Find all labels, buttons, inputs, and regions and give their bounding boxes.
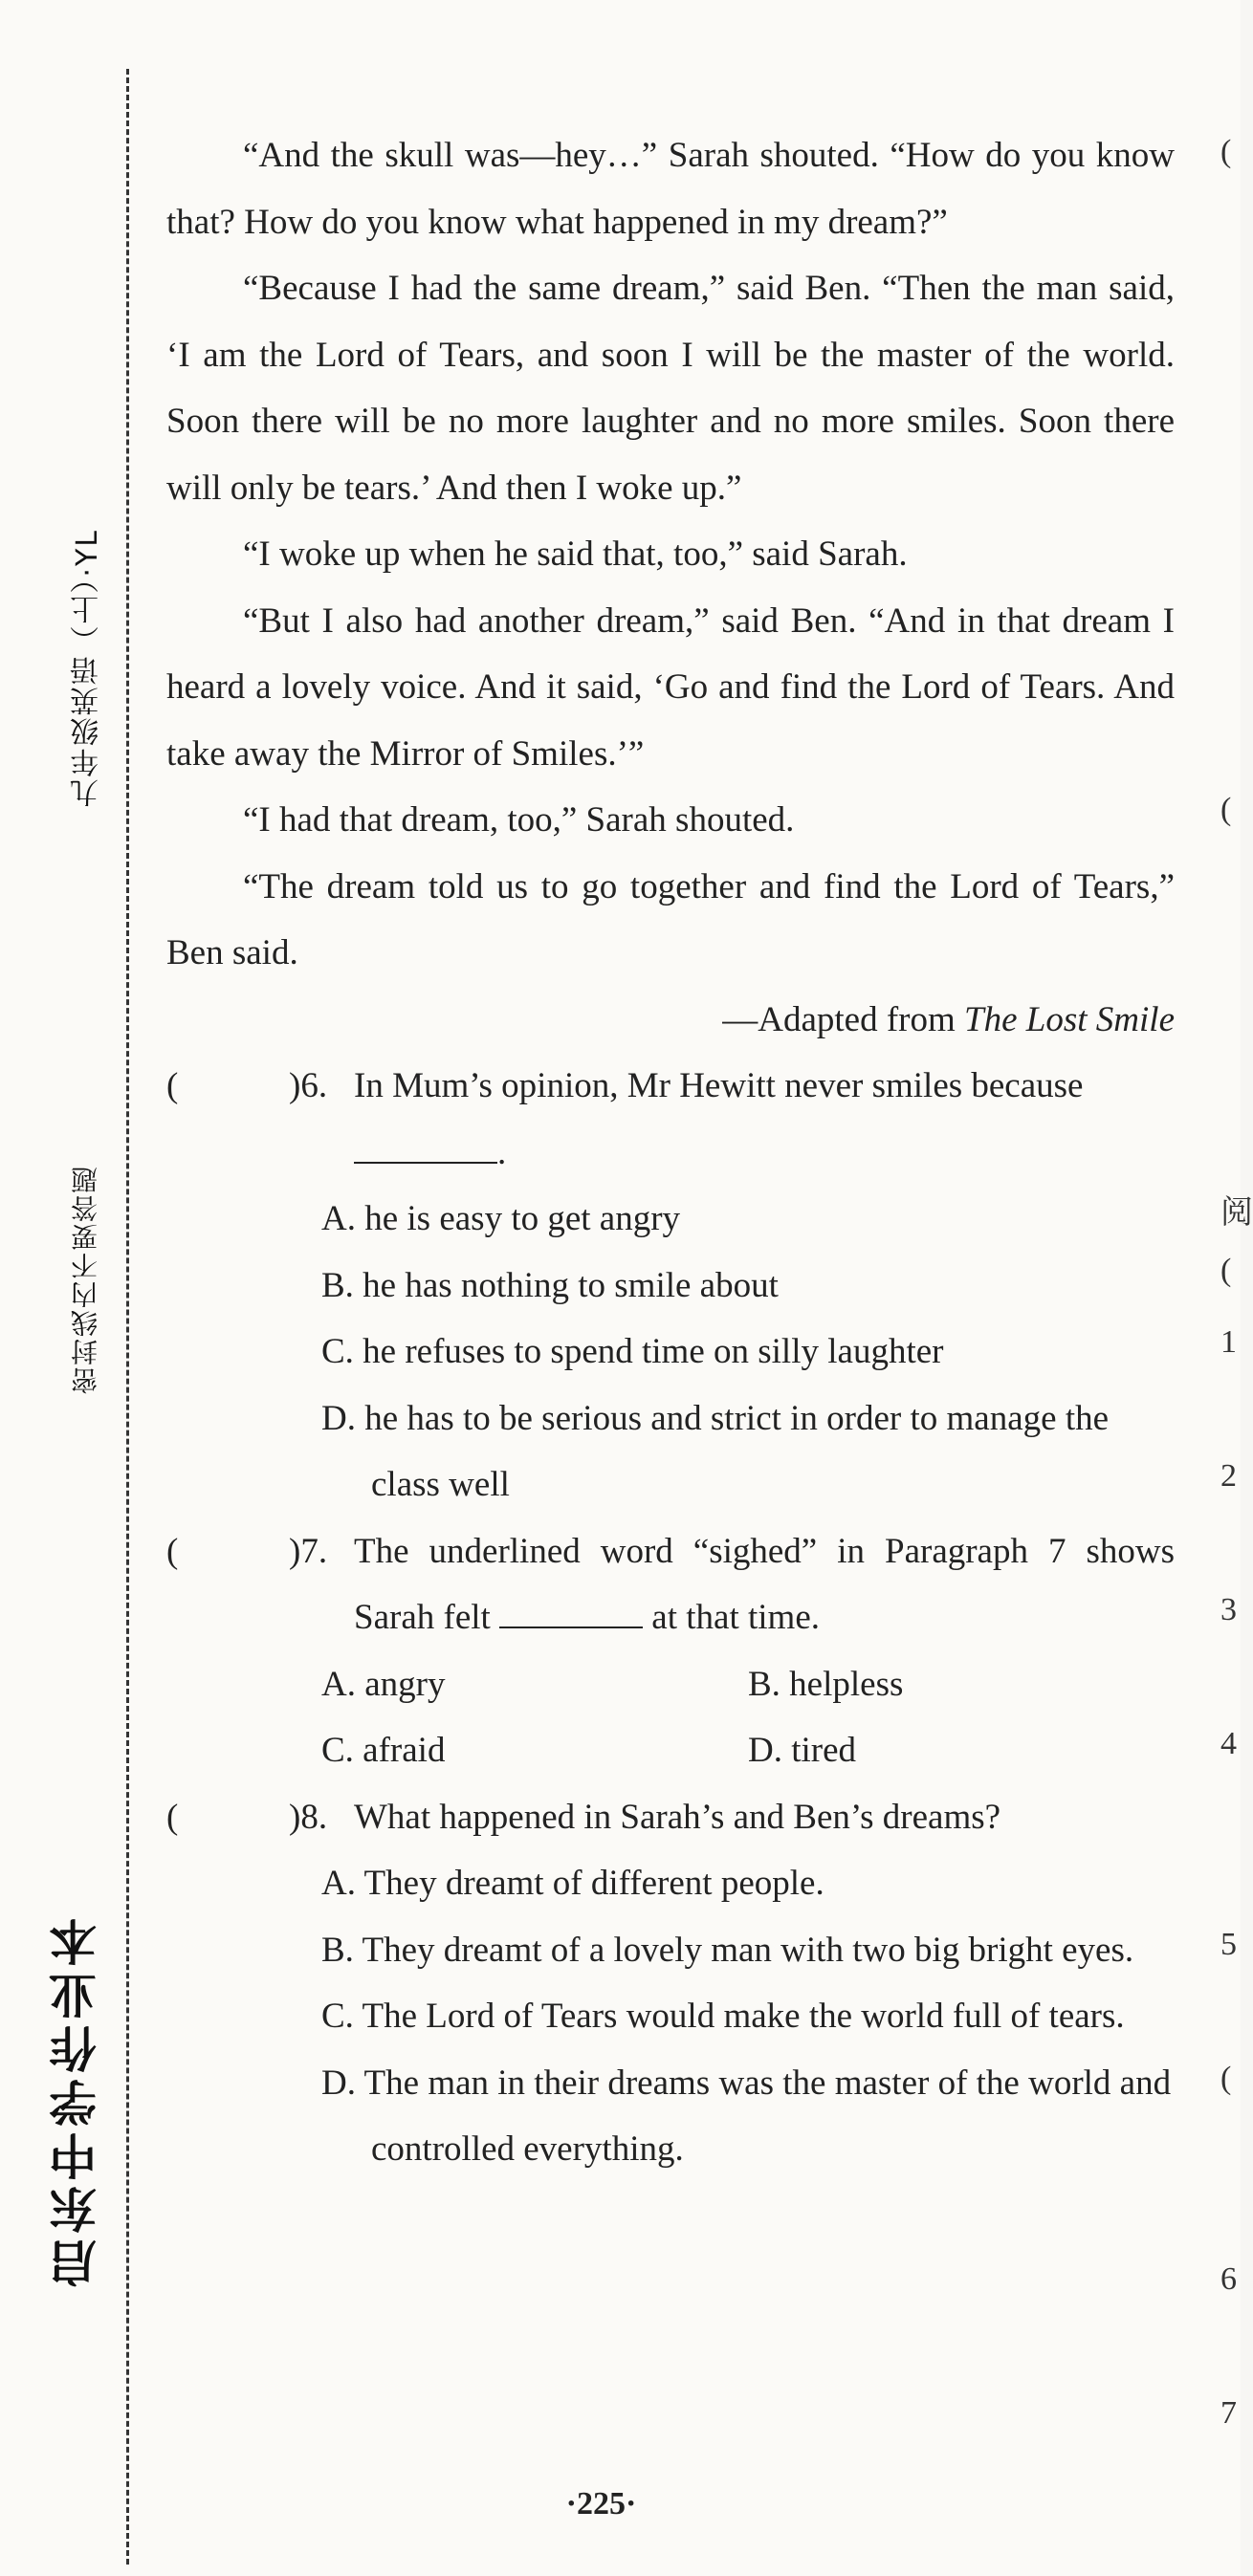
question-stem: In Mum’s opinion, Mr Hewitt never smiles because . <box>354 1066 1084 1172</box>
passage-source: —Adapted from The Lost Smile <box>722 999 1175 1039</box>
option-c[interactable]: C. he refuses to spend time on silly laughter <box>321 1332 944 1371</box>
option-d[interactable]: D. The man in their dreams was the master of the world and controlled everything. <box>321 2063 1172 2169</box>
option-row <box>321 1651 1175 1718</box>
next-page-edge-text: 4 <box>1220 1726 1237 1761</box>
answer-bracket[interactable]: ( <box>166 1066 179 1105</box>
next-page-edge-text: 阅 <box>1220 1195 1253 1231</box>
question-number: )8. <box>289 1797 328 1837</box>
school-title: 启东中学作业本 <box>42 1903 111 2297</box>
option-d[interactable]: D. tired <box>748 1731 857 1770</box>
passage-paragraph: “And the skull was—hey…” Sarah shouted. “How do you know that? How do you know what happened in my dream?” <box>166 136 1175 242</box>
page-number: ·225· <box>565 2486 637 2521</box>
seal-notice: 密封线内不要答题 <box>67 1157 105 1402</box>
next-page-edge-text: 1 <box>1220 1324 1237 1360</box>
question-8 <box>166 1784 1175 1851</box>
answer-blank[interactable] <box>354 1133 497 1164</box>
source-title: The Lost Smile <box>964 999 1175 1039</box>
option-b[interactable]: B. he has nothing to smile about <box>321 1265 779 1305</box>
next-page-edge-text: ( <box>1220 134 1232 169</box>
passage-paragraph: “The dream told us to go together and find the Lord of Tears,” Ben said. <box>166 866 1175 972</box>
next-page-edge-text: 7 <box>1220 2395 1237 2431</box>
option-b[interactable]: B. helpless <box>748 1664 904 1704</box>
seal-cut-line <box>126 69 129 2565</box>
passage-paragraph: “But I also had another dream,” said Ben. “And in that dream I heard a lovely voice. And it said, ‘Go and find the Lord of Tears. And take away the Mirror of Smiles.’” <box>166 600 1175 774</box>
next-page-edge-text: 6 <box>1220 2261 1237 2297</box>
option-a[interactable]: A. They dreamt of different people. <box>321 1864 824 1903</box>
option-a[interactable]: A. angry <box>321 1664 446 1704</box>
page-content <box>166 122 1175 2183</box>
option-c[interactable]: C. The Lord of Tears would make the world full of tears. <box>321 1997 1125 2036</box>
option-a[interactable]: A. he is easy to get angry <box>321 1199 681 1238</box>
question-number: )7. <box>289 1531 328 1571</box>
grade-label: 九年级英语（上）·YL <box>67 521 109 816</box>
answer-bracket[interactable]: ( <box>166 1797 179 1837</box>
option-b[interactable]: B. They dreamt of a lovely man with two big bright eyes. <box>321 1930 1134 1970</box>
passage-paragraph: “I woke up when he said that, too,” said Sarah. <box>243 535 908 574</box>
next-page-edge-text: 3 <box>1220 1592 1237 1627</box>
option-c[interactable]: C. afraid <box>321 1731 446 1770</box>
answer-bracket[interactable]: ( <box>166 1531 179 1571</box>
question-stem: What happened in Sarah’s and Ben’s dreams? <box>354 1797 1001 1837</box>
next-page-edge-text: ( <box>1220 1253 1232 1288</box>
next-page-edge-text: ( <box>1220 792 1232 827</box>
question-number: )6. <box>289 1066 328 1105</box>
next-page-edge-text: 2 <box>1220 1458 1237 1494</box>
option-row <box>321 1717 1175 1784</box>
passage-paragraph: “Because I had the same dream,” said Ben. “Then the man said, ‘I am the Lord of Tears, and soon I will be the master of the world. Soon there will be no more laughter and no more smiles. Soon there will only be tears.’ And then I woke up.” <box>166 269 1175 508</box>
question-6 <box>166 1053 1175 1186</box>
question-stem: The underlined word “sighed” in Paragraph 7 shows Sarah felt at that time. <box>354 1531 1175 1637</box>
passage-paragraph: “I had that dream, too,” Sarah shouted. <box>243 800 795 840</box>
next-page-edge-text: 5 <box>1220 1927 1237 1962</box>
question-7 <box>166 1518 1175 1651</box>
answer-blank[interactable] <box>499 1598 643 1628</box>
option-d[interactable]: D. he has to be serious and strict in order to manage the class well <box>321 1398 1110 1504</box>
next-page-edge-text: ( <box>1220 2061 1232 2096</box>
